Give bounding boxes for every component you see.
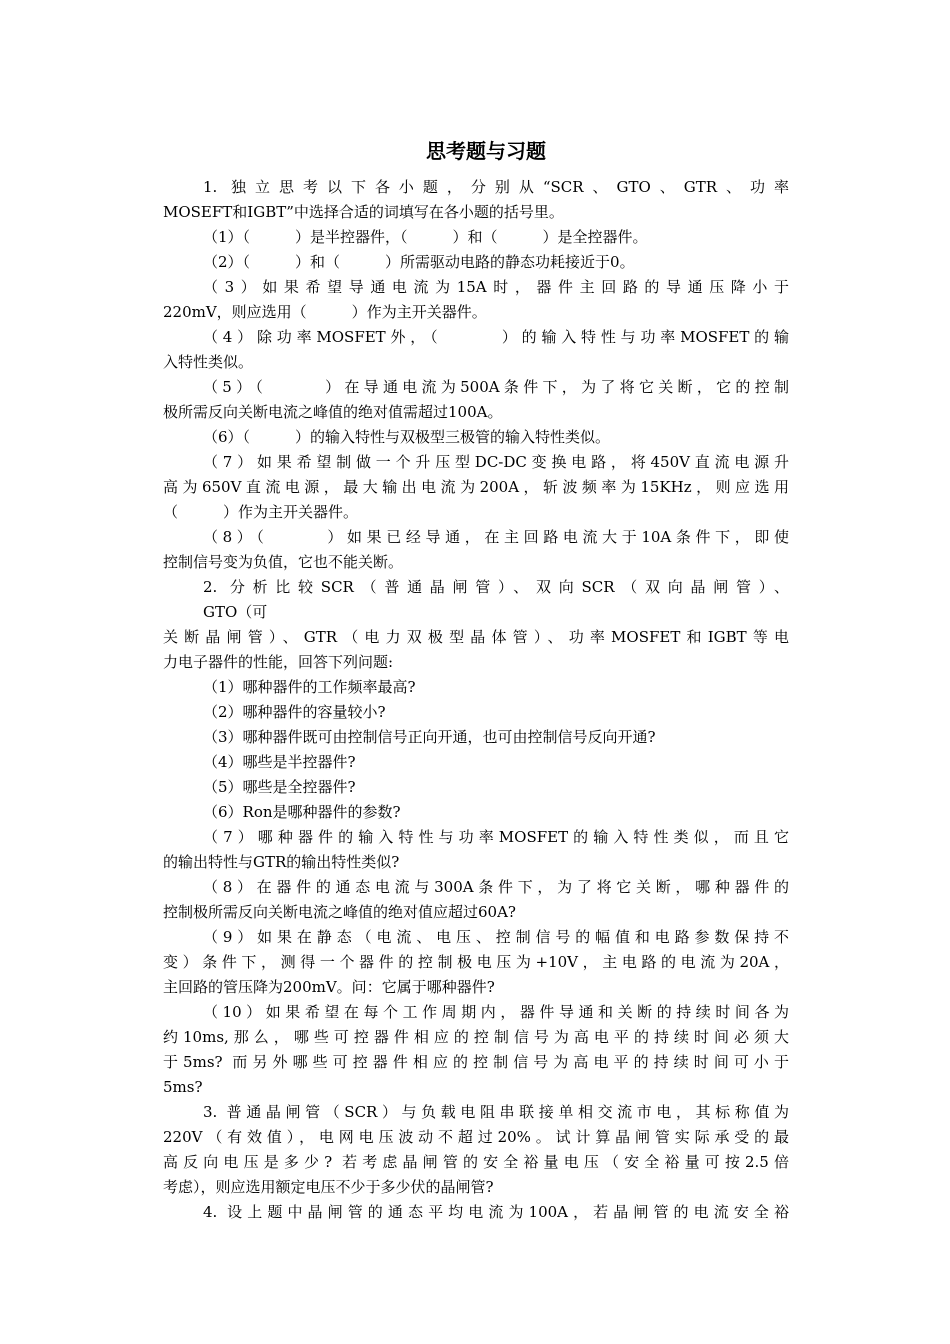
text-line: （6）（ ）的输入特性与双极型三极管的输入特性类似。 <box>203 428 611 446</box>
text-line: 高反向电压是多少? 若考虑晶闸管的安全裕量电压（安全裕量可按2.5倍 <box>163 1153 789 1171</box>
text-line: （10）如果希望在每个工作周期内，器件导通和关断的持续时间各为 <box>203 1003 789 1021</box>
text-line: （ ）作为主开关器件。 <box>163 503 359 521</box>
text-line: 主回路的管压降为200mV。问：它属于哪种器件? <box>163 978 495 996</box>
text-line: 2. 分析比较SCR（普通晶闸管）、双向SCR（双向晶闸管）、 <box>203 578 789 596</box>
text-line: 高为650V直流电源，最大输出电流为200A，斩波频率为15KHz，则应选用 <box>163 478 789 496</box>
text-line: （4）除功率MOSFET外，（ ）的输入特性与功率MOSFET的输 <box>203 328 789 346</box>
text-line: 的输出特性与GTR的输出特性类似? <box>163 853 400 871</box>
text-line: （3）哪种器件既可由控制信号正向开通，也可由控制信号反向开通? <box>203 728 656 746</box>
page-title: 思考题与习题 <box>426 139 546 163</box>
text-line: 5ms? <box>163 1078 203 1096</box>
text-line: 于5ms? 而另外哪些可控器件相应的控制信号为高电平的持续时间可小于 <box>163 1053 789 1071</box>
text-line: 极所需反向关断电流之峰值的绝对值需超过100A。 <box>163 403 503 421</box>
text-line: （2）哪种器件的容量较小? <box>203 703 386 721</box>
text-line: 控制信号变为负值，它也不能关断。 <box>163 553 404 571</box>
text-line: 关断晶闸管）、GTR（电力双极型晶体管）、功率MOSFET和IGBT等电 <box>163 628 789 646</box>
text-line: （5）哪些是全控器件? <box>203 778 356 796</box>
text-line: 3. 普通晶闸管（SCR）与负载电阻串联接单相交流市电，其标称值为 <box>203 1103 789 1121</box>
text-line: （5）（ ）在导通电流为500A条件下，为了将它关断，它的控制 <box>203 378 789 396</box>
text-line: （8）在器件的通态电流与300A条件下，为了将它关断，哪种器件的 <box>203 878 789 896</box>
text-line: 1. 独立思考以下各小题，分别从“SCR、GTO、GTR、功率 <box>203 178 789 196</box>
text-line: （9）如果在静态（电流、电压、控制信号的幅值和电路参数保持不 <box>203 928 789 946</box>
text-line: （1）（ ）是半控器件，（ ）和（ ）是全控器件。 <box>203 228 648 246</box>
text-line: （8）（ ）如果已经导通，在主回路电流大于10A条件下，即使 <box>203 528 789 546</box>
text-line: 考虑），则应选用额定电压不少于多少伏的晶闸管? <box>163 1178 494 1196</box>
text-line: （4）哪些是半控器件? <box>203 753 356 771</box>
text-line: （3）如果希望导通电流为15A时，器件主回路的导通压降小于 <box>203 278 789 296</box>
text-line: （7）如果希望制做一个升压型DC-DC变换电路，将450V直流电源升 <box>203 453 789 471</box>
text-line: （1）哪种器件的工作频率最高? <box>203 678 416 696</box>
text-line: （7）哪种器件的输入特性与功率MOSFET的输入特性类似，而且它 <box>203 828 789 846</box>
text-line: 220mV，则应选用（ ）作为主开关器件。 <box>163 303 487 321</box>
text-line: 控制极所需反向关断电流之峰值的绝对值应超过60A? <box>163 903 516 921</box>
text-line: 力电子器件的性能，回答下列问题: <box>163 653 394 671</box>
text-line: 4. 设上题中晶闸管的通态平均电流为100A，若晶闸管的电流安全裕 <box>203 1203 789 1221</box>
text-line: （6）Ron是哪种器件的参数? <box>203 803 401 821</box>
text-line: 220V（有效值），电网电压波动不超过20%。试计算晶闸管实际承受的最 <box>163 1128 789 1146</box>
text-line: MOSEFT和IGBT”中选择合适的词填写在各小题的括号里。 <box>163 203 564 221</box>
text-line: 入特性类似。 <box>163 353 254 371</box>
text-line: （2）（ ）和（ ）所需驱动电路的静态功耗接近于0。 <box>203 253 635 271</box>
text-line: 变）条件下，测得一个器件的控制极电压为+10V，主电路的电流为20A， <box>163 953 789 971</box>
text-line: GTO（可 <box>203 603 268 621</box>
text-line: 约10ms,那么，哪些可控器件相应的控制信号为高电平的持续时间必须大 <box>163 1028 789 1046</box>
